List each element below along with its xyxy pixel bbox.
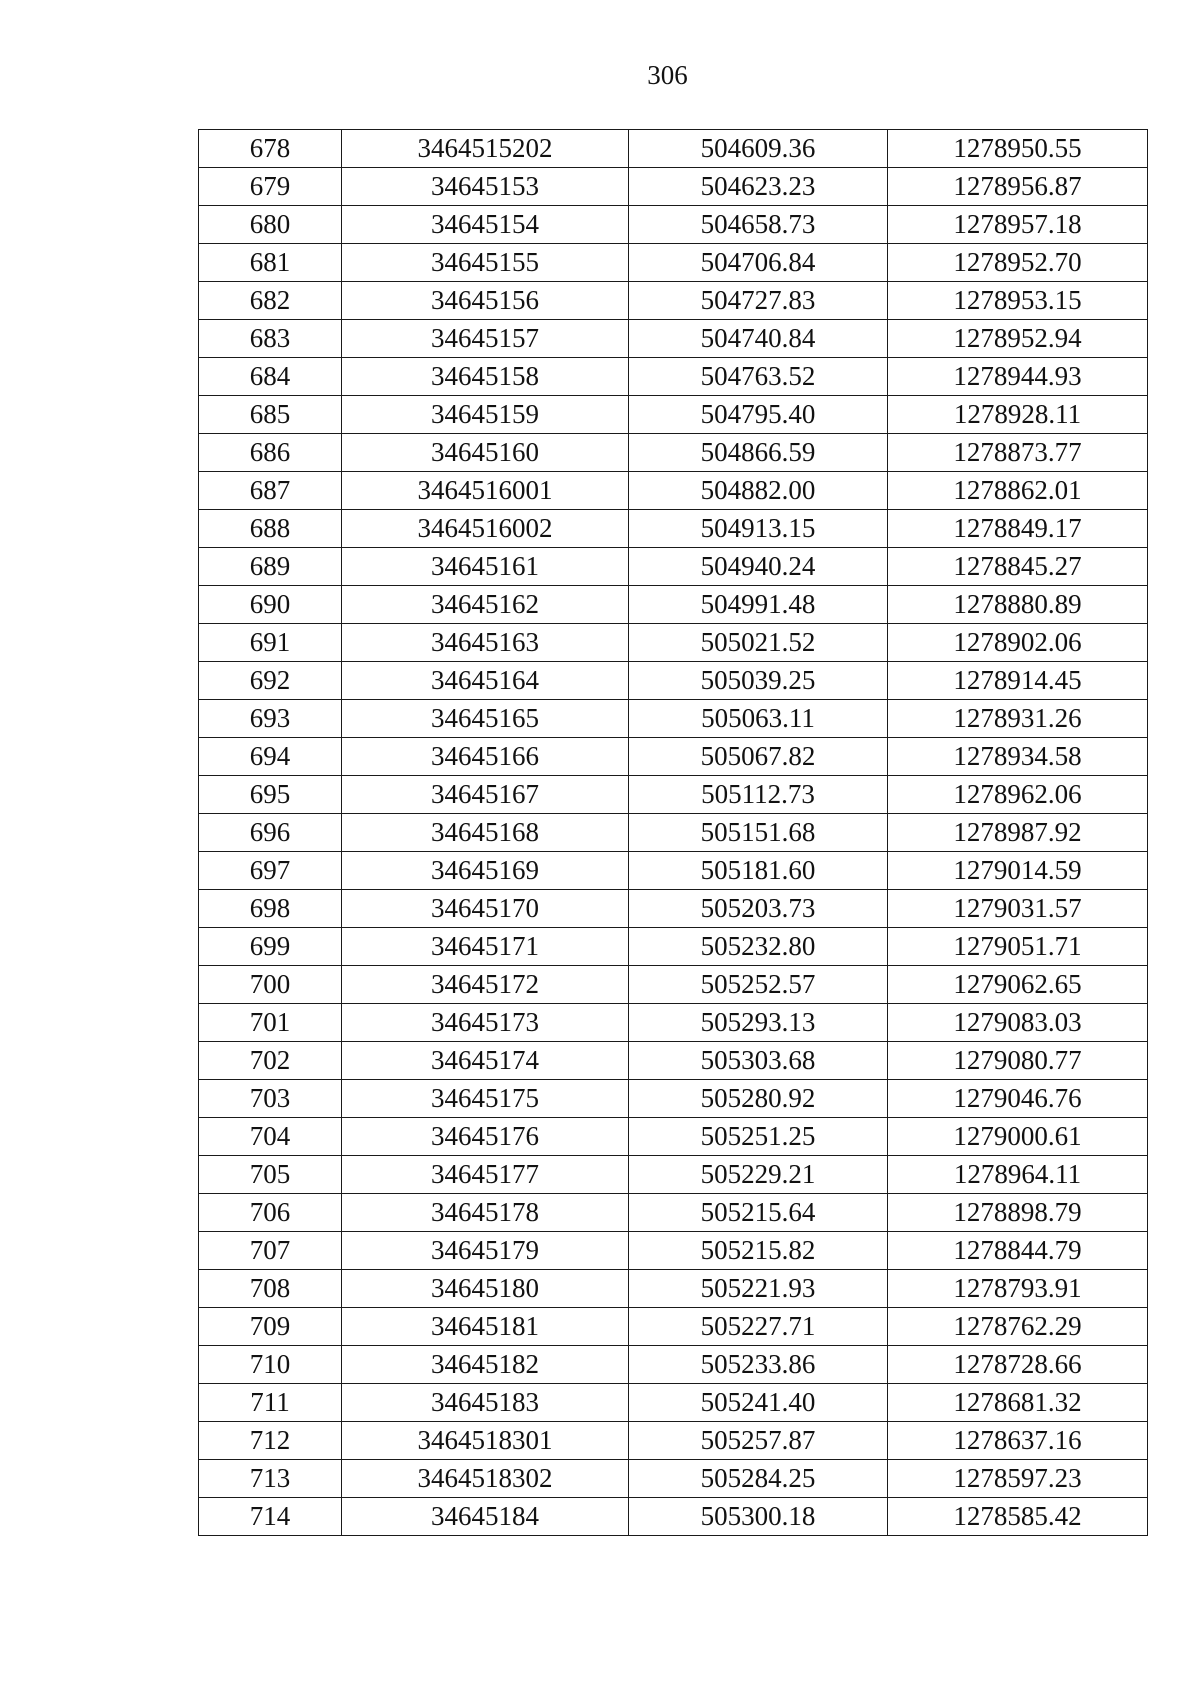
y-coordinate-cell: 1278956.87 <box>888 168 1148 206</box>
table-row <box>199 1232 1148 1270</box>
y-coordinate-cell: 1278944.93 <box>888 358 1148 396</box>
x-coordinate-cell: 505221.93 <box>629 1270 888 1308</box>
point-id-cell: 34645171 <box>342 928 629 966</box>
point-id-cell: 34645177 <box>342 1156 629 1194</box>
point-number-cell: 710 <box>199 1346 342 1384</box>
y-coordinate-cell: 1278987.92 <box>888 814 1148 852</box>
point-id-cell: 34645157 <box>342 320 629 358</box>
page-number: 306 <box>647 60 688 90</box>
point-id-cell: 34645162 <box>342 586 629 624</box>
point-number-cell: 684 <box>199 358 342 396</box>
point-number-cell: 697 <box>199 852 342 890</box>
point-number-cell: 699 <box>199 928 342 966</box>
point-number-cell: 702 <box>199 1042 342 1080</box>
y-coordinate-cell: 1278681.32 <box>888 1384 1148 1422</box>
x-coordinate-cell: 505303.68 <box>629 1042 888 1080</box>
table-row <box>199 814 1148 852</box>
point-number-cell: 679 <box>199 168 342 206</box>
table-row <box>199 586 1148 624</box>
point-number-cell: 707 <box>199 1232 342 1270</box>
y-coordinate-cell: 1279031.57 <box>888 890 1148 928</box>
point-id-cell: 34645172 <box>342 966 629 1004</box>
point-number-cell: 683 <box>199 320 342 358</box>
point-id-cell: 34645155 <box>342 244 629 282</box>
y-coordinate-cell: 1278914.45 <box>888 662 1148 700</box>
x-coordinate-cell: 505215.82 <box>629 1232 888 1270</box>
x-coordinate-cell: 505067.82 <box>629 738 888 776</box>
table-row <box>199 358 1148 396</box>
x-coordinate-cell: 504623.23 <box>629 168 888 206</box>
table-row <box>199 548 1148 586</box>
y-coordinate-cell: 1278898.79 <box>888 1194 1148 1232</box>
x-coordinate-cell: 505232.80 <box>629 928 888 966</box>
y-coordinate-cell: 1278637.16 <box>888 1422 1148 1460</box>
x-coordinate-cell: 505293.13 <box>629 1004 888 1042</box>
point-id-cell: 34645174 <box>342 1042 629 1080</box>
x-coordinate-cell: 504706.84 <box>629 244 888 282</box>
point-id-cell: 34645163 <box>342 624 629 662</box>
table-row <box>199 966 1148 1004</box>
y-coordinate-cell: 1279062.65 <box>888 966 1148 1004</box>
point-id-cell: 3464518302 <box>342 1460 629 1498</box>
x-coordinate-cell: 505215.64 <box>629 1194 888 1232</box>
point-id-cell: 34645170 <box>342 890 629 928</box>
x-coordinate-cell: 505227.71 <box>629 1308 888 1346</box>
table-row <box>199 168 1148 206</box>
x-coordinate-cell: 505203.73 <box>629 890 888 928</box>
table-row <box>199 1346 1148 1384</box>
x-coordinate-cell: 504991.48 <box>629 586 888 624</box>
point-id-cell: 34645168 <box>342 814 629 852</box>
point-id-cell: 34645159 <box>342 396 629 434</box>
x-coordinate-cell: 505284.25 <box>629 1460 888 1498</box>
point-id-cell: 34645175 <box>342 1080 629 1118</box>
point-number-cell: 708 <box>199 1270 342 1308</box>
table-row <box>199 776 1148 814</box>
table-row <box>199 396 1148 434</box>
y-coordinate-cell: 1278862.01 <box>888 472 1148 510</box>
point-number-cell: 693 <box>199 700 342 738</box>
point-id-cell: 34645178 <box>342 1194 629 1232</box>
table-row <box>199 890 1148 928</box>
table-row <box>199 1460 1148 1498</box>
point-number-cell: 705 <box>199 1156 342 1194</box>
point-id-cell: 34645183 <box>342 1384 629 1422</box>
point-number-cell: 700 <box>199 966 342 1004</box>
point-number-cell: 690 <box>199 586 342 624</box>
y-coordinate-cell: 1278585.42 <box>888 1498 1148 1536</box>
point-id-cell: 34645164 <box>342 662 629 700</box>
point-number-cell: 685 <box>199 396 342 434</box>
y-coordinate-cell: 1278953.15 <box>888 282 1148 320</box>
x-coordinate-cell: 504940.24 <box>629 548 888 586</box>
x-coordinate-cell: 505252.57 <box>629 966 888 1004</box>
x-coordinate-cell: 505300.18 <box>629 1498 888 1536</box>
x-coordinate-cell: 505151.68 <box>629 814 888 852</box>
table-row <box>199 206 1148 244</box>
x-coordinate-cell: 504795.40 <box>629 396 888 434</box>
point-number-cell: 688 <box>199 510 342 548</box>
table-row <box>199 928 1148 966</box>
table-body <box>199 130 1148 1536</box>
point-id-cell: 3464516001 <box>342 472 629 510</box>
point-id-cell: 34645153 <box>342 168 629 206</box>
point-id-cell: 34645173 <box>342 1004 629 1042</box>
point-number-cell: 687 <box>199 472 342 510</box>
table-row <box>199 1156 1148 1194</box>
point-id-cell: 34645161 <box>342 548 629 586</box>
y-coordinate-cell: 1278844.79 <box>888 1232 1148 1270</box>
table-row <box>199 1042 1148 1080</box>
x-coordinate-cell: 504763.52 <box>629 358 888 396</box>
y-coordinate-cell: 1278931.26 <box>888 700 1148 738</box>
y-coordinate-cell: 1278950.55 <box>888 130 1148 168</box>
y-coordinate-cell: 1279014.59 <box>888 852 1148 890</box>
table-row <box>199 1422 1148 1460</box>
y-coordinate-cell: 1278952.94 <box>888 320 1148 358</box>
table-row <box>199 130 1148 168</box>
point-id-cell: 34645156 <box>342 282 629 320</box>
point-id-cell: 34645169 <box>342 852 629 890</box>
point-number-cell: 678 <box>199 130 342 168</box>
point-id-cell: 34645182 <box>342 1346 629 1384</box>
point-number-cell: 704 <box>199 1118 342 1156</box>
x-coordinate-cell: 505257.87 <box>629 1422 888 1460</box>
point-number-cell: 694 <box>199 738 342 776</box>
point-number-cell: 698 <box>199 890 342 928</box>
table-row <box>199 244 1148 282</box>
y-coordinate-cell: 1278964.11 <box>888 1156 1148 1194</box>
table-row <box>199 1270 1148 1308</box>
table-row <box>199 852 1148 890</box>
table-row <box>199 624 1148 662</box>
table-row <box>199 1080 1148 1118</box>
table-row <box>199 1194 1148 1232</box>
point-id-cell: 34645184 <box>342 1498 629 1536</box>
y-coordinate-cell: 1278934.58 <box>888 738 1148 776</box>
table-row <box>199 510 1148 548</box>
table-row <box>199 738 1148 776</box>
x-coordinate-cell: 504727.83 <box>629 282 888 320</box>
y-coordinate-cell: 1278597.23 <box>888 1460 1148 1498</box>
x-coordinate-cell: 504740.84 <box>629 320 888 358</box>
y-coordinate-cell: 1278880.89 <box>888 586 1148 624</box>
point-id-cell: 34645154 <box>342 206 629 244</box>
y-coordinate-cell: 1278957.18 <box>888 206 1148 244</box>
table-row <box>199 1384 1148 1422</box>
y-coordinate-cell: 1279080.77 <box>888 1042 1148 1080</box>
x-coordinate-cell: 505063.11 <box>629 700 888 738</box>
x-coordinate-cell: 505112.73 <box>629 776 888 814</box>
y-coordinate-cell: 1278928.11 <box>888 396 1148 434</box>
point-number-cell: 691 <box>199 624 342 662</box>
point-number-cell: 692 <box>199 662 342 700</box>
y-coordinate-cell: 1278728.66 <box>888 1346 1148 1384</box>
x-coordinate-cell: 505181.60 <box>629 852 888 890</box>
x-coordinate-cell: 504913.15 <box>629 510 888 548</box>
table-row <box>199 320 1148 358</box>
y-coordinate-cell: 1278762.29 <box>888 1308 1148 1346</box>
point-number-cell: 712 <box>199 1422 342 1460</box>
y-coordinate-cell: 1279051.71 <box>888 928 1148 966</box>
y-coordinate-cell: 1278845.27 <box>888 548 1148 586</box>
x-coordinate-cell: 505229.21 <box>629 1156 888 1194</box>
coordinates-table <box>198 129 1148 1536</box>
table-row <box>199 472 1148 510</box>
point-number-cell: 711 <box>199 1384 342 1422</box>
point-id-cell: 3464518301 <box>342 1422 629 1460</box>
point-number-cell: 686 <box>199 434 342 472</box>
y-coordinate-cell: 1279046.76 <box>888 1080 1148 1118</box>
point-number-cell: 714 <box>199 1498 342 1536</box>
x-coordinate-cell: 505241.40 <box>629 1384 888 1422</box>
point-number-cell: 695 <box>199 776 342 814</box>
x-coordinate-cell: 505280.92 <box>629 1080 888 1118</box>
point-id-cell: 34645158 <box>342 358 629 396</box>
point-id-cell: 34645180 <box>342 1270 629 1308</box>
point-id-cell: 34645165 <box>342 700 629 738</box>
point-id-cell: 34645160 <box>342 434 629 472</box>
x-coordinate-cell: 504609.36 <box>629 130 888 168</box>
point-id-cell: 34645181 <box>342 1308 629 1346</box>
point-id-cell: 34645179 <box>342 1232 629 1270</box>
table-row <box>199 1498 1148 1536</box>
y-coordinate-cell: 1278873.77 <box>888 434 1148 472</box>
y-coordinate-cell: 1278902.06 <box>888 624 1148 662</box>
point-number-cell: 706 <box>199 1194 342 1232</box>
y-coordinate-cell: 1278962.06 <box>888 776 1148 814</box>
point-id-cell: 34645167 <box>342 776 629 814</box>
point-number-cell: 701 <box>199 1004 342 1042</box>
point-number-cell: 709 <box>199 1308 342 1346</box>
point-number-cell: 696 <box>199 814 342 852</box>
x-coordinate-cell: 505233.86 <box>629 1346 888 1384</box>
y-coordinate-cell: 1279083.03 <box>888 1004 1148 1042</box>
y-coordinate-cell: 1279000.61 <box>888 1118 1148 1156</box>
table-row <box>199 434 1148 472</box>
table-row <box>199 700 1148 738</box>
x-coordinate-cell: 505251.25 <box>629 1118 888 1156</box>
point-number-cell: 682 <box>199 282 342 320</box>
x-coordinate-cell: 504882.00 <box>629 472 888 510</box>
x-coordinate-cell: 504866.59 <box>629 434 888 472</box>
y-coordinate-cell: 1278952.70 <box>888 244 1148 282</box>
point-id-cell: 3464516002 <box>342 510 629 548</box>
point-number-cell: 680 <box>199 206 342 244</box>
x-coordinate-cell: 504658.73 <box>629 206 888 244</box>
x-coordinate-cell: 505021.52 <box>629 624 888 662</box>
point-id-cell: 34645176 <box>342 1118 629 1156</box>
table-row <box>199 1308 1148 1346</box>
point-number-cell: 689 <box>199 548 342 586</box>
y-coordinate-cell: 1278793.91 <box>888 1270 1148 1308</box>
point-id-cell: 3464515202 <box>342 130 629 168</box>
table-row <box>199 662 1148 700</box>
x-coordinate-cell: 505039.25 <box>629 662 888 700</box>
point-number-cell: 703 <box>199 1080 342 1118</box>
table-row <box>199 1004 1148 1042</box>
y-coordinate-cell: 1278849.17 <box>888 510 1148 548</box>
table-row <box>199 282 1148 320</box>
point-number-cell: 713 <box>199 1460 342 1498</box>
point-number-cell: 681 <box>199 244 342 282</box>
point-id-cell: 34645166 <box>342 738 629 776</box>
table-row <box>199 1118 1148 1156</box>
